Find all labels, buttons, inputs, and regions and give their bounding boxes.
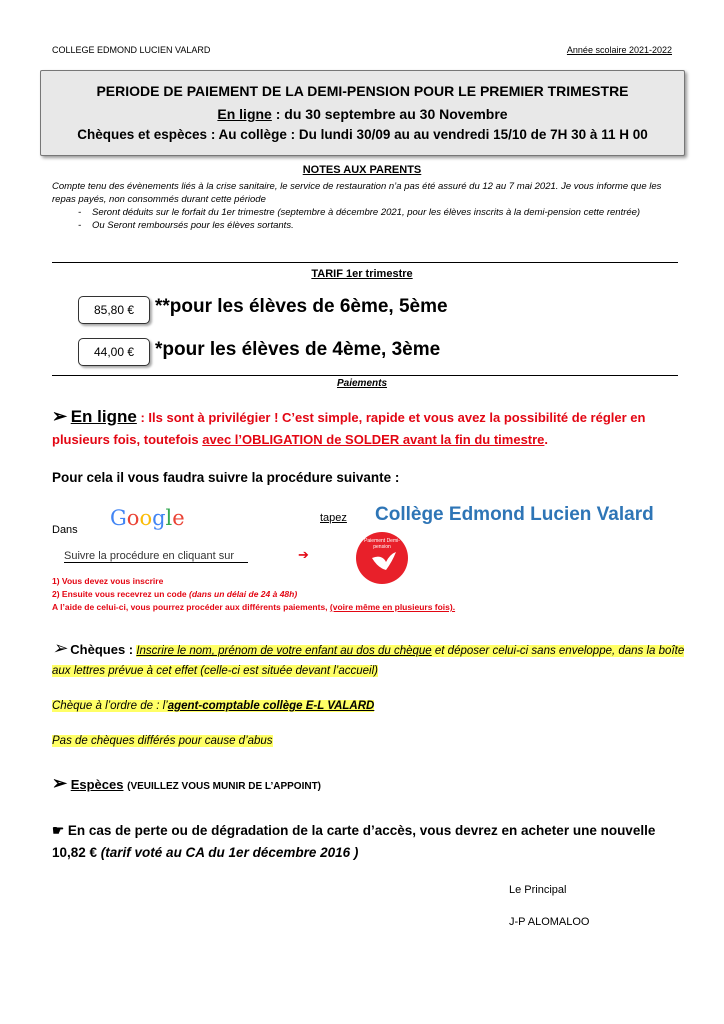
google-logo: Google — [110, 506, 185, 530]
notes-item-2: - Ou Seront remboursés pour les élèves sortants. — [78, 219, 680, 232]
cheques-section — [52, 638, 687, 681]
arrow-bullet-icon: ➢ — [52, 773, 68, 793]
cheque-order: Chèque à l’ordre de : l’agent-comptable collège E-L VALARD — [52, 700, 375, 712]
notes-item-1: - Seront déduits sur le forfait du 1er trimestre (septembre à décembre 2021, pour les élèves inscrits à la demi-pension cette rentrée) — [78, 206, 680, 219]
arrow-bullet-icon: ➢ — [52, 406, 68, 426]
title-line-3: Chèques et espèces : Au collège : Du lundi 30/09 au au vendredi 15/10 de 7H 30 à 11 H 00 — [77, 127, 648, 142]
procedure-text — [52, 470, 399, 485]
title-line-2 — [41, 106, 684, 122]
arrow-bullet-icon: ➢ — [52, 638, 68, 658]
cash-section — [52, 773, 321, 794]
online-dates: : du 30 septembre au 30 Novembre — [271, 106, 508, 122]
online-section: ➢ En ligne : Ils sont à privilégier ! C’est simple, rapide et vous avez la possibilité de régler en plusieurs fois, toutefois avec l’OBLIGATION de SOLDER avant la fin du timestre. — [52, 406, 646, 447]
notes-title: NOTES AUX PARENTS — [302, 164, 422, 176]
signature-name: J-P ALOMALOO — [509, 916, 590, 928]
step-1: 1) Vous devez vous inscrire — [52, 576, 164, 586]
online-heading: En ligne — [70, 407, 137, 426]
payments-title: Paiements — [336, 378, 388, 389]
notes-paragraph: Compte tenu des évènements liés à la crise sanitaire, le service de restauration n’a pas été assuré du 12 au 7 mai 2021. Je vous informe que les repas payés, non consommés durant cette période — [52, 181, 662, 205]
pointing-hand-icon: ☛ — [52, 823, 65, 838]
step-3: A l’aide de celui-ci, vous pourrez procéder aux différents paiements, (voire même en plusieurs fois). — [52, 602, 456, 612]
arrow-right-icon: ➔ — [298, 547, 309, 562]
cash-note: (VEUILLEZ VOUS MUNIR DE L’APPOINT) — [127, 781, 322, 792]
title-box — [40, 70, 685, 156]
cheques-instruction: Inscrire le nom, prénom de votre enfant au dos du chèque — [136, 645, 432, 657]
school-year: Année scolaire 2021-2022 — [566, 45, 672, 55]
notes-body — [52, 180, 680, 232]
no-deferred-cheques: Pas de chèques différés pour cause d’abus — [52, 735, 273, 747]
dans-label: Dans — [52, 524, 78, 536]
price-box-2: 44,00 € — [78, 338, 150, 366]
step-2: 2) Ensuite vous recevrez un code (dans un délai de 24 à 48h) — [52, 589, 298, 599]
online-obligation: avec l’OBLIGATION de SOLDER avant la fin du timestre — [202, 432, 545, 447]
school-name: COLLEGE EDMOND LUCIEN VALARD — [52, 45, 211, 55]
online-label: En ligne — [217, 106, 272, 122]
follow-procedure-link[interactable]: Suivre la procédure en cliquant sur — [64, 550, 248, 563]
college-search-term: Collège Edmond Lucien Valard — [375, 504, 654, 525]
steps-list — [52, 575, 455, 614]
payment-logo-text: Paiement Demi-pension — [364, 538, 400, 550]
cash-heading: Espèces — [70, 777, 124, 792]
cheques-heading: Chèques : — [70, 642, 134, 657]
lost-card-section — [52, 820, 684, 864]
price-label-2: *pour les élèves de 4ème, 3ème — [155, 339, 441, 360]
divider — [52, 375, 678, 376]
cheques-rest: et déposer celui-ci sans enveloppe, dans la boîte aux lettres prévue à cet effet (celle-ci est située devant l’accueil) — [52, 645, 685, 677]
lost-card-text: En cas de perte ou de dégradation de la carte d’accès, vous devrez en acheter une nouvelle 10,82 € — [52, 823, 656, 860]
tarif-title: TARIF 1er trimestre — [311, 268, 413, 280]
lost-card-italic: (tarif voté au CA du 1er décembre 2016 ) — [100, 845, 359, 860]
tapez-label: tapez — [320, 512, 347, 524]
price-box-1: 85,80 € — [78, 296, 150, 324]
divider — [52, 262, 678, 263]
procedure-label: Pour cela il vous faudra suivre la procédure suivante : — [52, 470, 400, 485]
signature-role: Le Principal — [509, 884, 567, 896]
price-label-1: **pour les élèves de 6ème, 5ème — [155, 296, 448, 317]
online-text: : Ils sont à privilégier ! C’est simple, rapide et vous avez la possibilité de régler en plusieurs fois, toutefois — [52, 410, 646, 447]
title-line-1: PERIODE DE PAIEMENT DE LA DEMI-PENSION POUR LE PREMIER TRIMESTRE — [96, 83, 629, 99]
